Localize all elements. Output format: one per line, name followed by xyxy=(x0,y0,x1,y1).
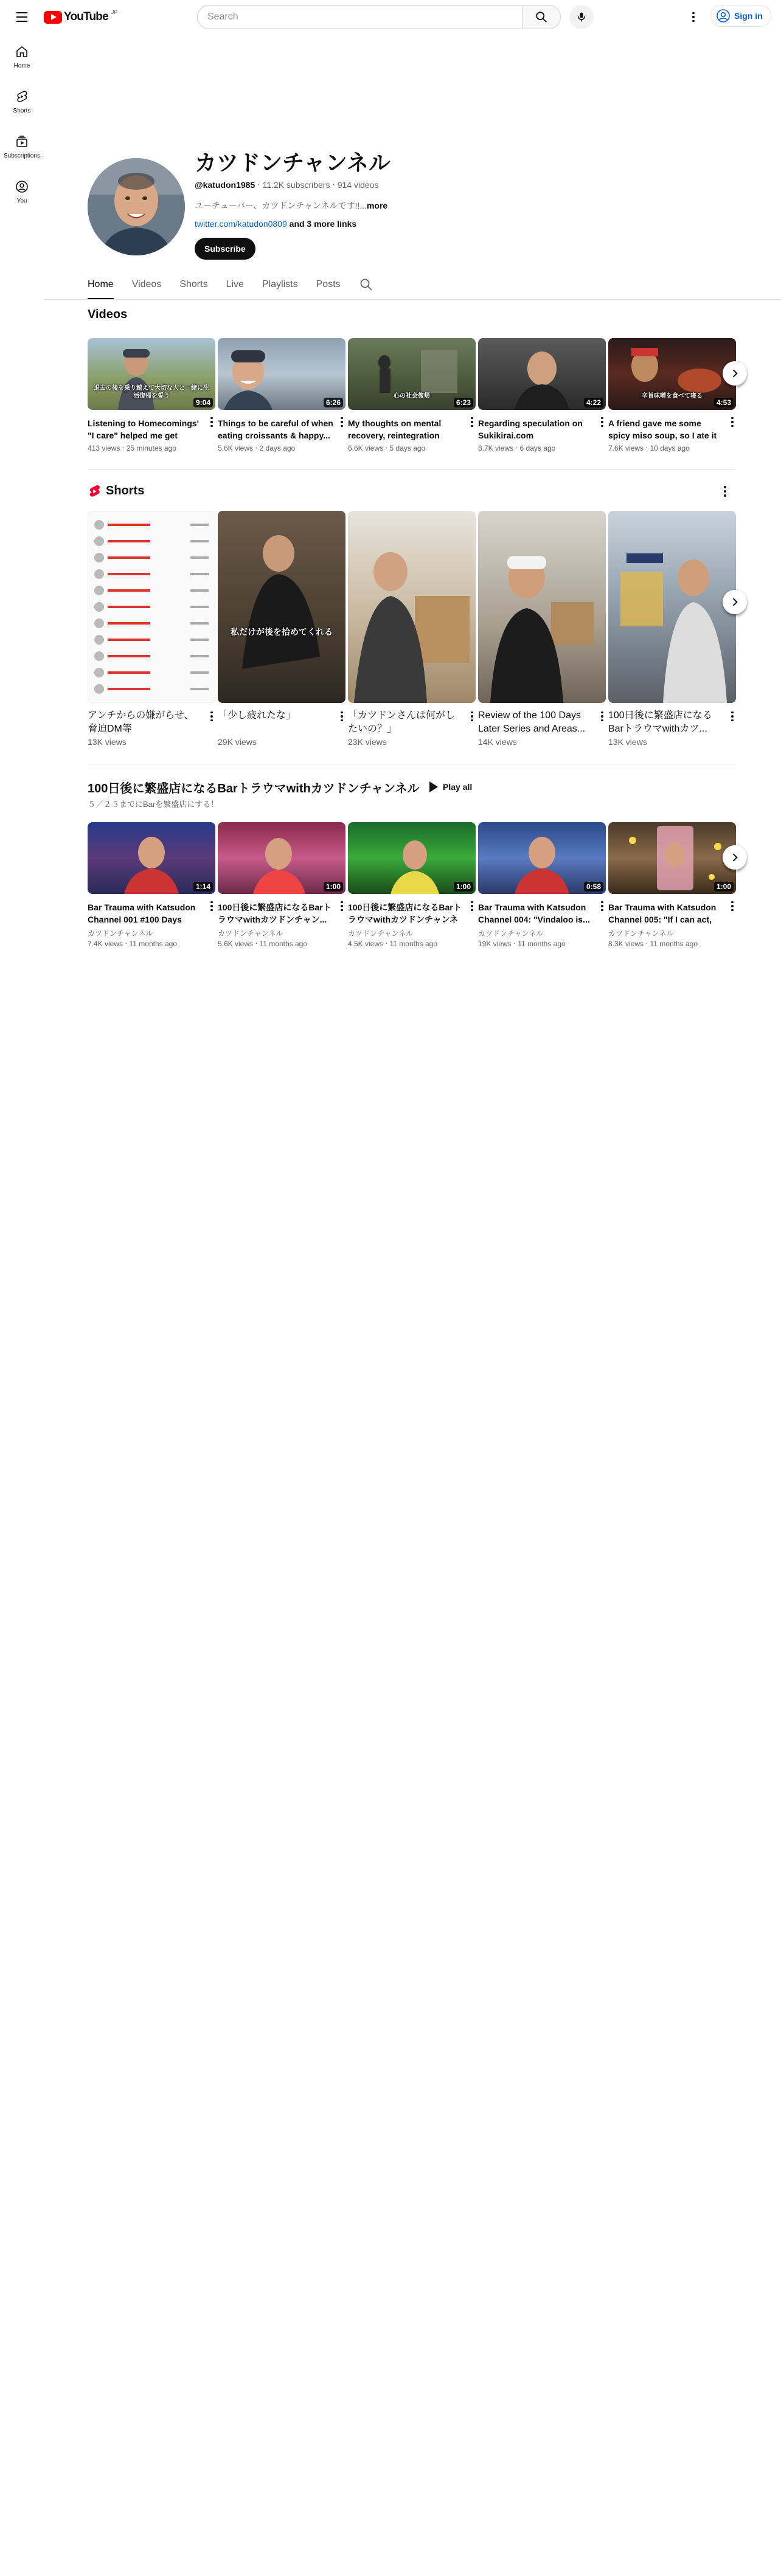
video-duration: 4:53 xyxy=(714,398,734,407)
more-vert-icon[interactable] xyxy=(468,709,476,724)
top-bar xyxy=(0,0,781,34)
video-duration: 1:14 xyxy=(193,882,213,892)
logo-text: YouTube xyxy=(64,10,108,23)
video-meta: 8.3K views ‧ 11 months ago xyxy=(608,940,698,948)
meta-separator: ‧ xyxy=(257,180,260,190)
guide-label: Shorts xyxy=(13,107,31,114)
short-thumbnail[interactable] xyxy=(478,511,606,703)
view-count: 6.6K views xyxy=(348,444,384,452)
short-card[interactable] xyxy=(348,511,476,747)
upload-age: 11 months ago xyxy=(389,940,438,948)
more-vert-icon[interactable] xyxy=(599,899,606,913)
mini-guide xyxy=(0,34,44,214)
short-card[interactable] xyxy=(608,511,736,747)
more-vert-icon[interactable] xyxy=(468,415,476,429)
video-duration: 1:00 xyxy=(454,882,473,892)
playlist-video-card[interactable] xyxy=(348,822,476,948)
upload-age: 5 days ago xyxy=(389,444,426,452)
video-card[interactable] xyxy=(88,338,215,452)
short-views: 13K views xyxy=(88,737,127,747)
view-count: 5.6K views xyxy=(218,444,254,452)
upload-age: 11 months ago xyxy=(259,940,308,948)
video-thumbnail[interactable] xyxy=(608,338,736,410)
chevron-right-icon xyxy=(729,851,741,864)
short-title[interactable]: 「カツドンさんは何がしたいの？」 xyxy=(348,710,456,734)
tabs-divider xyxy=(44,299,781,300)
play-icon xyxy=(429,781,438,792)
tab-home[interactable]: Home xyxy=(88,270,114,299)
channel-name: カツドンチャンネル xyxy=(195,150,390,175)
channel-search-button[interactable] xyxy=(359,270,373,299)
upload-age: 6 days ago xyxy=(519,444,556,452)
video-duration: 9:04 xyxy=(193,398,213,407)
tab-live[interactable]: Live xyxy=(226,279,244,289)
subscriptions-icon xyxy=(15,134,29,149)
video-title[interactable]: Bar Trauma with Katsudon Channel 001 #100 Days xyxy=(88,902,196,924)
playlist-video-card[interactable] xyxy=(218,822,345,948)
tab-shorts[interactable]: Shorts xyxy=(179,279,208,289)
short-views: 14K views xyxy=(478,737,517,747)
playlist-video-card[interactable] xyxy=(608,822,736,948)
play-all-label: Play all xyxy=(443,782,473,792)
video-thumbnail[interactable] xyxy=(218,822,345,894)
short-thumbnail[interactable] xyxy=(88,511,215,703)
video-meta: 19K views ‧ 11 months ago xyxy=(478,940,566,948)
more-vert-icon[interactable] xyxy=(729,899,736,913)
channel-meta xyxy=(195,180,378,190)
menu-icon[interactable] xyxy=(10,5,34,29)
more-vert-icon[interactable] xyxy=(729,415,736,429)
short-card[interactable] xyxy=(88,511,215,747)
guide-item-you[interactable] xyxy=(0,169,44,214)
more-vert-icon[interactable] xyxy=(599,709,606,724)
shorts-logo-icon xyxy=(88,484,101,499)
video-title[interactable]: Things to be careful of when eating croissants & happy... xyxy=(218,418,333,440)
video-thumbnail[interactable] xyxy=(88,822,215,894)
video-count: 914 videos xyxy=(337,180,379,190)
short-title[interactable]: Review of the 100 Days Later Series and Areas... xyxy=(478,710,586,734)
video-thumbnail[interactable] xyxy=(348,338,476,410)
thumbnail-caption: 辛旨味噌を食べて寝る xyxy=(642,392,703,400)
view-count: 8.3K views xyxy=(608,940,644,948)
subscriber-count: 11.2K subscribers xyxy=(262,180,330,190)
sign-in-label: Sign in xyxy=(734,11,763,21)
video-meta: 5.6K views ‧ 2 days ago xyxy=(218,444,296,452)
video-title[interactable]: Regarding speculation on Sukikirai.com xyxy=(478,418,583,440)
more-vert-icon[interactable] xyxy=(338,709,345,724)
video-duration: 6:26 xyxy=(324,398,343,407)
playlist-subtitle: ５／２５までにBarを繁盛店にする！ xyxy=(88,800,219,809)
more-vert-icon[interactable] xyxy=(208,709,215,724)
video-duration: 6:23 xyxy=(454,398,473,407)
search-box xyxy=(197,5,561,29)
play-all-button[interactable] xyxy=(422,777,479,797)
playlist-section-title[interactable]: 100日後に繁盛店になるBarトラウマwithカツドンチャンネル xyxy=(88,782,420,795)
upload-age: 11 months ago xyxy=(518,940,566,948)
guide-label: Home xyxy=(13,62,30,69)
more-links[interactable]: and 3 more links xyxy=(289,219,357,229)
account-circle-icon xyxy=(716,9,731,23)
description-more[interactable]: more xyxy=(366,201,388,210)
video-thumbnail[interactable] xyxy=(88,338,215,410)
short-thumbnail[interactable] xyxy=(348,511,476,703)
video-duration: 0:58 xyxy=(584,882,603,892)
video-title[interactable]: Bar Trauma with Katsudon Channel 005: "If I can act, xyxy=(608,902,717,924)
sign-in-button[interactable] xyxy=(710,5,771,27)
more-vert-icon xyxy=(692,12,695,23)
chevron-right-icon xyxy=(729,367,741,379)
carousel-next-button[interactable] xyxy=(723,590,747,614)
channel-avatar xyxy=(88,158,185,255)
channel-name-link[interactable]: カツドンチャンネル xyxy=(348,929,414,938)
video-card[interactable] xyxy=(348,338,476,452)
subscribe-button[interactable]: Subscribe xyxy=(195,238,255,260)
more-vert-icon[interactable] xyxy=(599,415,606,429)
more-vert-icon[interactable] xyxy=(718,484,732,499)
channel-description[interactable] xyxy=(195,199,387,212)
short-title[interactable]: 「少し疲れたな」 xyxy=(218,710,296,721)
short-views: 29K views xyxy=(218,737,257,747)
youtube-play-icon xyxy=(44,11,62,24)
home-icon xyxy=(15,44,29,59)
video-title[interactable]: 100日後に繁盛店になるBarトラウマwithカツドンチャン... xyxy=(218,902,331,924)
video-card[interactable] xyxy=(218,338,345,452)
video-meta: 7.4K views ‧ 11 months ago xyxy=(88,940,178,948)
video-title[interactable]: Bar Trauma with Katsudon Channel 004: "Vindaloo is... xyxy=(478,902,590,924)
channel-tabs xyxy=(88,270,373,299)
guide-label: You xyxy=(16,197,27,204)
thumbnail-caption: 心の社会復帰 xyxy=(394,392,430,400)
carousel-next-button[interactable] xyxy=(723,845,747,870)
search-icon xyxy=(359,277,373,292)
short-thumbnail[interactable] xyxy=(218,511,345,703)
shorts-section-title[interactable]: Shorts xyxy=(106,484,145,497)
view-count: 4.5K views xyxy=(348,940,384,948)
video-duration: 4:22 xyxy=(584,398,603,407)
chevron-right-icon xyxy=(729,596,741,608)
view-count: 19K views xyxy=(478,940,512,948)
video-title[interactable]: A friend gave me some spicy miso soup, so I ate it xyxy=(608,418,717,440)
upload-age: 11 months ago xyxy=(650,940,698,948)
short-title[interactable]: 100日後に繁盛店になるBarトラウマwithカツ... xyxy=(608,710,712,734)
more-vert-icon[interactable] xyxy=(729,709,736,724)
youtube-logo[interactable] xyxy=(44,9,117,26)
view-count: 7.4K views xyxy=(88,940,123,948)
short-views: 13K views xyxy=(608,737,647,747)
channel-link[interactable]: twitter.com/katudon0809 xyxy=(195,219,287,229)
channel-handle: @katudon1985 xyxy=(195,180,255,190)
video-card[interactable] xyxy=(608,338,736,452)
tab-videos[interactable]: Videos xyxy=(131,279,162,289)
voice-search-button[interactable] xyxy=(569,5,594,29)
search-button[interactable] xyxy=(522,5,561,29)
view-count: 7.6K views xyxy=(608,444,644,452)
shorts-icon xyxy=(15,89,29,104)
channel-name-link[interactable]: カツドンチャンネル xyxy=(478,929,544,938)
more-vert-icon[interactable] xyxy=(338,899,345,913)
logo-region: JP xyxy=(111,9,118,15)
video-meta: 6.6K views ‧ 5 days ago xyxy=(348,444,426,452)
more-vert-icon[interactable] xyxy=(208,415,215,429)
view-count: 8.7K views xyxy=(478,444,514,452)
mic-icon xyxy=(575,11,588,23)
short-card[interactable] xyxy=(478,511,606,747)
video-meta: 8.7K views ‧ 6 days ago xyxy=(478,444,556,452)
guide-item-subscriptions[interactable] xyxy=(0,124,44,169)
guide-item-home[interactable] xyxy=(0,34,44,79)
guide-item-shorts[interactable] xyxy=(0,79,44,124)
video-card[interactable] xyxy=(478,338,606,452)
video-meta: 4.5K views ‧ 11 months ago xyxy=(348,940,438,948)
video-thumbnail[interactable] xyxy=(608,822,736,894)
search-icon xyxy=(535,10,548,24)
carousel-next-button[interactable] xyxy=(723,361,747,386)
view-count: 5.6K views xyxy=(218,940,254,948)
video-thumbnail[interactable] xyxy=(478,822,606,894)
you-icon xyxy=(15,179,29,194)
upload-age: 2 days ago xyxy=(259,444,296,452)
tab-posts[interactable]: Posts xyxy=(316,279,341,289)
video-thumbnail[interactable] xyxy=(348,822,476,894)
meta-separator: ‧ xyxy=(332,180,335,190)
playlist-video-card[interactable] xyxy=(88,822,215,948)
channel-name-link[interactable]: カツドンチャンネル xyxy=(608,929,674,938)
thumbnail-caption: 私だけが後を拾めてくれる xyxy=(231,627,333,637)
guide-label: Subscriptions xyxy=(3,152,41,159)
upload-age: 10 days ago xyxy=(650,444,690,452)
video-meta: 7.6K views ‧ 10 days ago xyxy=(608,444,690,452)
playlist-video-card[interactable] xyxy=(478,822,606,948)
description-text: ユーチューバー、カツドンチャンネルです!!... xyxy=(195,201,367,210)
short-title[interactable]: アンチからの嫌がらせ、脅迫DM等 xyxy=(88,710,194,734)
upload-age: 25 minutes ago xyxy=(126,444,176,452)
short-card[interactable] xyxy=(218,511,345,747)
video-duration: 1:00 xyxy=(324,882,343,892)
video-thumbnail[interactable] xyxy=(478,338,606,410)
short-views: 23K views xyxy=(348,737,387,747)
video-title[interactable]: 100日後に繁盛店になるBarトラウマwithカツドンチャンネ xyxy=(348,902,462,924)
video-thumbnail[interactable] xyxy=(218,338,345,410)
more-vert-icon[interactable] xyxy=(468,899,476,913)
settings-more-button[interactable] xyxy=(681,5,706,29)
thumbnail-image xyxy=(88,511,215,702)
channel-name-link[interactable]: カツドンチャンネル xyxy=(218,929,283,938)
view-count: 413 views xyxy=(88,444,120,452)
tab-playlists[interactable]: Playlists xyxy=(262,279,298,289)
videos-section-title[interactable]: Videos xyxy=(88,308,128,321)
video-title[interactable]: My thoughts on mental recovery, reintegration xyxy=(348,418,442,440)
more-vert-icon[interactable] xyxy=(208,899,215,913)
upload-age: 11 months ago xyxy=(129,940,178,948)
video-meta: 413 views ‧ 25 minutes ago xyxy=(88,444,176,452)
more-vert-icon[interactable] xyxy=(338,415,345,429)
video-meta: 5.6K views ‧ 11 months ago xyxy=(218,940,308,948)
thumbnail-caption: 退去の後を乗り越えて大切な人と一緒に生活復帰を誓う xyxy=(94,385,209,400)
video-duration: 1:00 xyxy=(714,882,734,892)
short-thumbnail[interactable] xyxy=(608,511,736,703)
search-input[interactable] xyxy=(197,5,522,29)
section-divider xyxy=(88,469,735,470)
channel-links xyxy=(195,219,356,229)
video-title[interactable]: Listening to Homecomings' "I care" helped me get xyxy=(88,418,200,440)
channel-name-link[interactable]: カツドンチャンネル xyxy=(88,929,153,938)
